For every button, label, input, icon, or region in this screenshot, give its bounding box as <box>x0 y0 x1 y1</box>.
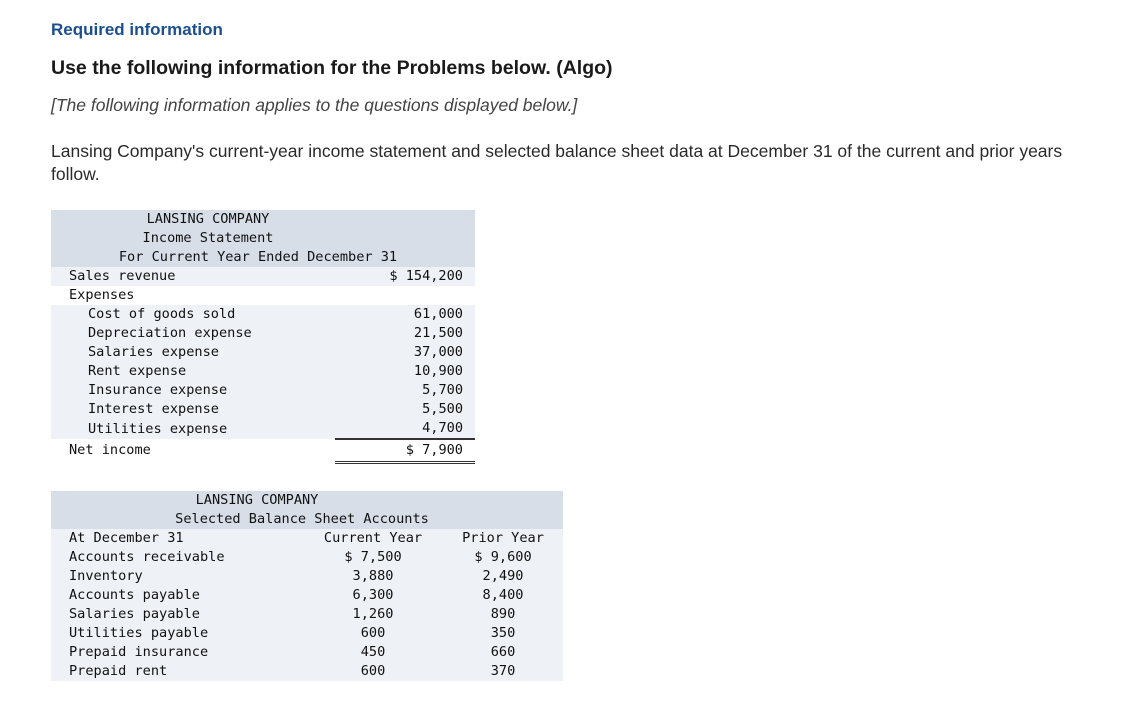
table-row <box>51 548 563 567</box>
account-label: Salaries payable <box>69 606 200 622</box>
balance-sheet-table <box>51 491 563 681</box>
table-row <box>51 586 563 605</box>
account-label: Inventory <box>69 568 143 584</box>
balance-title: Selected Balance Sheet Accounts <box>175 511 429 527</box>
prior-year-value: 660 <box>490 644 516 660</box>
income-statement-table <box>51 210 475 464</box>
table-row <box>51 267 475 286</box>
expense-label: Utilities expense <box>88 420 228 437</box>
table-row <box>51 400 475 419</box>
account-label: Utilities payable <box>69 625 209 641</box>
table-row <box>51 362 475 381</box>
expense-value: 21,500 <box>413 325 463 341</box>
expense-label: Rent expense <box>88 363 187 379</box>
prior-year-value: $ 9,600 <box>474 549 532 565</box>
table-row <box>51 343 475 362</box>
sales-label: Sales revenue <box>69 268 176 284</box>
expense-value: 5,500 <box>422 401 463 417</box>
current-year-value: $ 7,500 <box>344 549 402 565</box>
table-row <box>51 605 563 624</box>
prior-year-value: 350 <box>490 625 516 641</box>
required-information-label: Required information <box>51 20 223 39</box>
prior-year-value: 8,400 <box>482 587 524 603</box>
expense-label: Insurance expense <box>88 382 228 398</box>
table-row <box>51 643 563 662</box>
current-year-value: 600 <box>360 625 386 641</box>
current-year-value: 1,260 <box>352 606 394 622</box>
expense-label: Cost of goods sold <box>88 306 236 322</box>
income-company-name: LANSING COMPANY <box>146 211 270 227</box>
sales-value: $ 154,200 <box>389 268 463 284</box>
expense-value: 10,900 <box>413 363 463 379</box>
net-income-label: Net income <box>69 442 151 458</box>
table-row <box>51 662 563 681</box>
table-row <box>51 324 475 343</box>
expense-label: Depreciation expense <box>88 325 252 341</box>
table-row <box>51 305 475 324</box>
income-statement-title: Income Statement <box>142 230 274 246</box>
expense-value: 4,700 <box>335 419 475 439</box>
expense-label: Salaries expense <box>88 344 219 360</box>
account-label: Accounts receivable <box>69 549 225 565</box>
prior-year-value: 890 <box>490 606 516 622</box>
current-year-value: 3,880 <box>352 568 394 584</box>
column-header-current: Current Year <box>323 530 423 546</box>
intro-paragraph: Lansing Company's current-year income statement and selected balance sheet data at December 31 of the current and prior years follow. <box>51 141 1063 184</box>
table-row <box>51 286 475 305</box>
column-header-date: At December 31 <box>69 530 184 546</box>
prior-year-value: 2,490 <box>482 568 524 584</box>
expenses-label: Expenses <box>69 287 135 303</box>
table-row <box>51 624 563 643</box>
applies-note: [The following information applies to the questions displayed below.] <box>51 95 578 115</box>
expense-value: 37,000 <box>413 344 463 360</box>
account-label: Accounts payable <box>69 587 200 603</box>
balance-company-name: LANSING COMPANY <box>195 492 319 508</box>
expense-value: 5,700 <box>422 382 463 398</box>
account-label: Prepaid rent <box>69 663 168 679</box>
table-row <box>51 381 475 400</box>
table-row <box>51 439 475 462</box>
account-label: Prepaid insurance <box>69 644 209 660</box>
current-year-value: 600 <box>360 663 386 679</box>
current-year-value: 450 <box>360 644 386 660</box>
column-header-prior: Prior Year <box>462 530 544 546</box>
table-row <box>51 567 563 586</box>
expense-label: Interest expense <box>88 401 219 417</box>
income-period: For Current Year Ended December 31 <box>118 249 398 265</box>
problem-heading: Use the following information for the Problems below. (Algo) <box>51 57 613 79</box>
current-year-value: 6,300 <box>352 587 394 603</box>
net-income-value: $ 7,900 <box>335 439 475 462</box>
table-row <box>51 419 475 439</box>
expense-value: 61,000 <box>413 306 463 322</box>
table-header-row <box>51 529 563 548</box>
prior-year-value: 370 <box>490 663 516 679</box>
